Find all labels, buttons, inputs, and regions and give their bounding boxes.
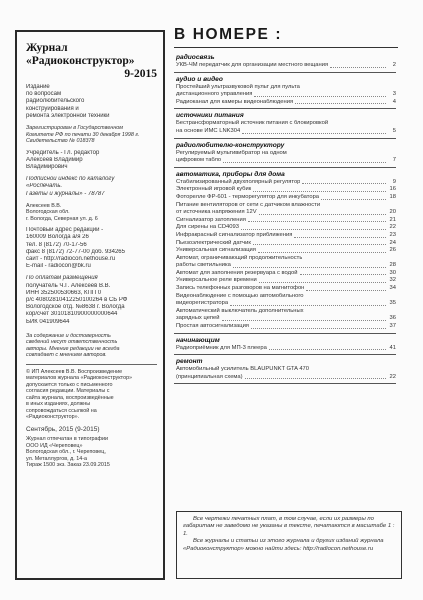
toc-entry [176,202,396,210]
page-number: 28 [389,262,396,269]
address-line: Алексеев В.В. [26,202,62,209]
toc-entry [176,255,396,263]
disclaimer-line: авторы. Мнение редакции не всегда [26,345,120,352]
entry-title: Стабилизированный двухполярный регулятор [176,178,301,185]
magazine-title-line1: Журнал [26,42,68,54]
toc-entry [176,224,396,232]
payment-line: кор/счет 30101810900000000644 [26,311,118,318]
toc-entry [176,128,396,136]
contact-line: тел. 8 (8172) 70-17-56 [26,241,87,248]
page-number: 35 [389,300,396,307]
entry-title: Пьезоэлектрический датчик [176,239,251,246]
entry-title: Автомат для заполнения резервуара с водой [176,269,298,276]
toc-entry [176,308,396,316]
description-line: Издание [26,84,50,90]
page-number: 16 [389,186,396,193]
contact-line: Почтовый адрес редакции - [26,227,104,234]
entry-title: Простая автосигнализация [176,323,249,330]
copyright-line: «Радиоконструктор». [26,414,80,421]
toc-section [174,168,396,334]
page-number: 20 [389,209,396,216]
note-paragraph: Все журналы и статьи из этого журнала и других изданий журнала «Радиоконструктор» можно найти здесь: http://radiocon.nethouse.ru [183,538,384,552]
toc-entry [176,91,396,99]
toc-entry [176,150,396,158]
toc-entry [176,345,396,353]
toc-entry [176,315,396,323]
payment-line: ИНН 352500530663, КПП 0 [26,289,102,296]
toc-entry [176,240,396,248]
disclaimer-line: сведений несут ответственность [26,339,118,346]
copyright-line: допускается только с письменного [26,381,113,388]
founder-line: Алексеев Владимир [26,156,83,163]
copyright-line: © ИП Алексеев В.В. Воспроизведение [26,368,123,375]
section-title: начинающим [176,336,220,344]
payment-line: По оплатам размещения [26,275,98,282]
toc-entry [176,374,396,382]
address-line: г. Вологда, Северная ул. д. 6 [26,215,98,222]
subscription-line: Подписной индекс по каталогу [26,176,115,183]
entry-title: Радиоприёмник для МП-3 плеера [176,344,267,351]
toc-section [174,334,396,356]
copyright-line: сопровождаться ссылкой на [26,407,97,414]
entry-title: Универсальное реле времени [176,277,257,284]
dot-leader [306,290,386,291]
dot-leader [295,103,386,104]
toc-entry [176,366,396,374]
contact-line: 160009 Вологда а/я 26 [26,234,89,241]
dot-leader [258,252,386,253]
dot-leader [302,183,386,184]
toc-entry [176,194,396,202]
founder-line: Владимирович [26,163,68,170]
registration-line: Комитете РФ по печати 30 декабря 1998 г. [26,131,140,138]
section-title: радиосвязь [176,54,215,61]
entry-title: Запись телефонных разговоров на магнитофон [176,285,305,292]
payment-line: Вологодское отд. №8638 г. Вологда [26,304,125,311]
entry-title: зарядных цепей [176,315,220,322]
toc-entry [176,247,396,255]
payment-line: БИК 041909644 [26,318,70,325]
toc-section [174,139,396,168]
address-block [26,203,157,223]
page-number: 24 [389,239,396,246]
toc-section [174,109,396,138]
entry-title: дистанционного управления [176,91,253,98]
section-title: автоматика, приборы для дома [176,170,285,178]
toc-entry [176,186,396,194]
dot-leader [248,221,386,222]
publication-date: Сентябрь, 2015 (9-2015) [26,425,100,433]
entry-title: Видеонаблюдение с помощью автомобильного [176,292,304,299]
description-line: конструирования и [26,105,79,112]
page-number: 5 [392,127,396,134]
toc-entry [176,293,396,301]
toc-entry [176,99,396,107]
printer-line: ООО ИД «Череповец» [26,442,83,449]
registration-line: Зарегистрирован в Государственном [26,125,123,132]
contact-line: факс 8 (8172) 72-77-00 доб. 934265 [26,248,125,255]
subscription-block [26,176,157,198]
dot-leader [269,349,386,350]
dot-leader [241,229,386,230]
description-line: по вопросам [26,91,62,98]
printer-line: ул. Металлургов, д. 14-а [26,455,88,462]
page-number: 41 [389,344,396,351]
entry-title: Автоматический выключатель дополнительных [176,307,304,314]
copyright-block [26,369,157,421]
toc-heading: В НОМЕРЕ : [174,26,283,43]
page-number: 22 [389,224,396,231]
toc-entry [176,300,396,308]
entry-title: Бестрансформаторный источник питания с блокировкой [176,120,329,127]
entry-title: работы светильника [176,262,231,269]
entry-title: Радиоканал для камеры видеонаблюдения [176,98,294,105]
dot-leader [259,214,386,215]
page-number: 2 [392,62,396,68]
toc-section [174,51,396,73]
toc-entry [176,217,396,225]
entry-title: Электронный игровой кубик [176,186,252,193]
copyright-line: в иных изданиях, должны [26,401,91,408]
printer-block [26,436,157,469]
subscription-line: «Роспечать. [26,183,63,190]
description-block [26,84,157,120]
page-number: 30 [389,269,396,276]
subscription-line: Газеты и журналы» - 78787 [26,190,105,197]
toc-entry [176,62,396,70]
founder-line: Учредитель - Гл. редактор [26,149,100,156]
page-number: 18 [389,193,396,200]
entry-title: Простейший ультразвуковой пульт для пульта [176,83,300,90]
page-number: 3 [392,91,396,98]
section-title: радиолюбителю-конструктору [176,141,285,149]
page-number: 37 [389,323,396,330]
toc-entry [176,323,396,331]
toc-entry [176,262,396,270]
entry-title: цифровом табло [176,157,222,164]
toc-section [174,73,396,110]
toc-entry [176,120,396,128]
dot-leader [259,282,386,283]
dot-leader [223,162,386,163]
entry-title: от источника напряжения 12V [176,209,257,216]
toc-entry [176,209,396,217]
address-line: Вологодская обл. [26,209,70,216]
dot-leader [330,67,386,68]
toc-entry [176,179,396,187]
printer-line: Журнал отпечатан в типографии [26,436,109,443]
dot-leader [242,133,386,134]
page-number: 7 [392,157,396,164]
page-number: 26 [389,247,396,254]
entry-title: Регулируемый мультивибратор на одном [176,149,287,156]
copyright-line: материалов журнала «Радиоконструктор» [26,375,133,382]
disclaimer-line: За содержание и достоверность [26,332,111,339]
toc-entry [176,232,396,240]
dot-leader [321,199,386,200]
toc-section [174,355,396,384]
printer-line: Тираж 1500 экз. Заказ 23.09.2015 [26,462,110,469]
contacts-block [26,227,157,270]
payment-line: получатель Ч.Г. Алексеев В.В. [26,282,111,289]
page-number: 32 [389,277,396,284]
entry-title: Универсальная сигнализация [176,247,256,254]
note-paragraph: Все чертежи печатных плат, в том случае, если их размеры по габаритам не заведомо не указаны в тексте, печатаются в масштабе 1 : 1. [183,516,395,537]
table-of-contents [174,51,396,384]
entry-title: Автомат, ограничивающий продолжительность [176,254,303,261]
disclaimer-line: совпадает с мнением авторов. [26,352,107,359]
toc-entry [176,84,396,92]
magazine-title-line2 [26,55,157,68]
disclaimer-block [26,333,157,359]
dot-leader [253,244,386,245]
payment-block [26,275,157,325]
contact-line: сайт - http://radiocon.nethouse.ru [26,256,116,263]
entry-title: Сигнализатор затопления [176,216,246,223]
heading-rule [174,47,398,48]
description-line: ремонта электронной техники [26,112,110,119]
printer-line: Вологодская обл., г. Череповец, [26,449,106,456]
entry-title: Питание вентиляторов от сети с датчиком влажности [176,201,321,208]
entry-title: на основе ИМС LNK304 [176,127,241,134]
dot-leader [294,237,386,238]
contact-line: E-mail - radiocon@bk.ru [26,263,91,270]
copyright-line: сайта журнала, воспроизведённые [26,394,114,401]
page-number: 23 [389,231,396,238]
issue-line [26,68,157,81]
entry-title: видеорегистратора [176,300,229,307]
magazine-name: «Радиоконструктор» [26,55,135,67]
page-number: 34 [389,285,396,292]
page-number: 9 [392,178,396,185]
copyright-line: согласия редакции. Материалы с [26,388,110,395]
dot-leader [222,320,386,321]
section-title: ремонт [176,358,203,366]
dot-leader [254,96,386,97]
dot-leader [253,191,386,192]
entry-title: Фоторелле ФР-601 - терморегулятор для инкубатора [176,193,320,200]
entry-title: (принципиальная схема) [176,373,243,380]
divider [26,364,157,365]
entry-title: Инфракрасный сигнализатор приближения [176,231,293,238]
dot-leader [230,305,386,306]
toc-entry [176,277,396,285]
toc-entry [176,270,396,278]
section-title: аудио и видео [176,75,223,83]
entry-title: УКВ-ЧМ передатчик для организации местного вещания [176,62,329,68]
dot-leader [300,274,386,275]
note-box [176,511,402,579]
dot-leader [233,267,386,268]
page-number: 4 [392,98,396,105]
dot-leader [251,328,386,329]
entry-title: Для сирены на CD4093 [176,224,239,231]
description-line: радиолюбительского [26,98,85,105]
page-number: 36 [389,315,396,322]
dot-leader [245,378,386,379]
imprint-box [15,30,165,580]
toc-entry [176,157,396,165]
section-title: источники питания [176,112,244,120]
issue-number: 9-2015 [124,68,157,80]
entry-title: Автомобильный усилитель BLAUPUNKT GTA 470 [176,366,309,373]
page-number: 22 [389,373,396,380]
payment-line: р/с 40802810412250100264 в СБ РФ [26,297,128,304]
founder-block [26,150,157,172]
registration-line: Свидетельство № 018378 [26,138,95,145]
toc-entry [176,285,396,293]
page-number: 21 [389,216,396,223]
registration-block [26,125,157,145]
